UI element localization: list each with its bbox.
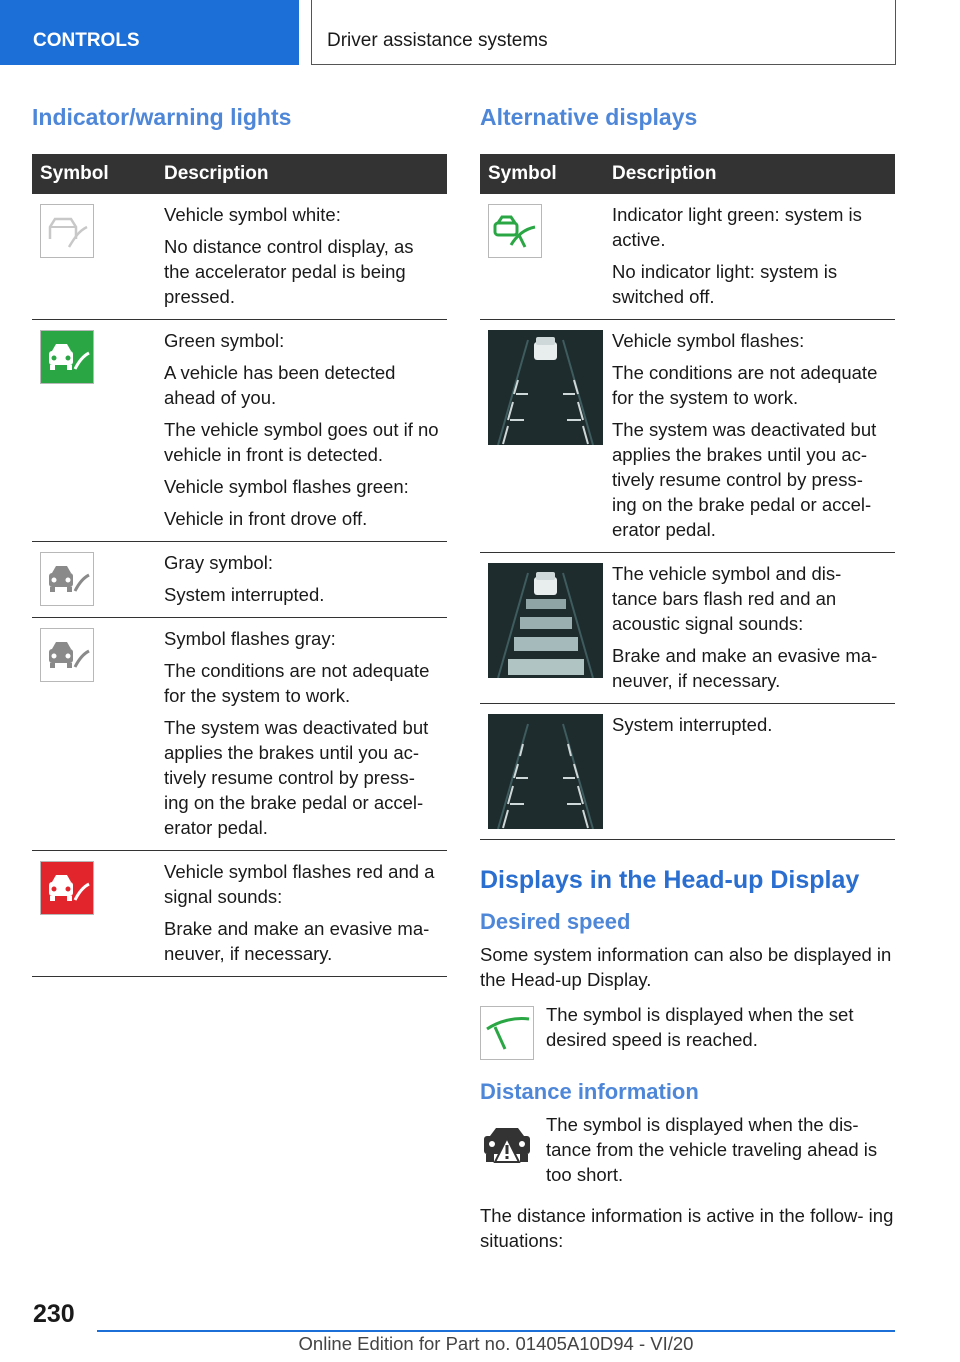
distance-info-heading: Distance information [480, 1079, 699, 1104]
vehicle-gray-icon [40, 628, 94, 682]
table-row [32, 320, 447, 542]
vehicle-outline-icon [40, 204, 94, 258]
hud-heading: Displays in the Head-up Display [480, 866, 860, 894]
road-empty-icon [488, 714, 603, 829]
desired-speed-intro: Some system information can also be displayed in the Head-up Display. [480, 944, 892, 990]
table-header [480, 154, 895, 194]
table-row [480, 704, 895, 840]
row-text: Indicator light green: system is active. [612, 204, 862, 250]
table-row [32, 542, 447, 618]
row-text: Brake and make an evasive ma‐ neuver, if necessary. [164, 918, 430, 964]
desired-speed-text: The symbol is displayed when the set desired speed is reached. [546, 1004, 854, 1050]
left-column [32, 100, 447, 977]
header-chapter-box [311, 0, 896, 65]
table-header [32, 154, 447, 194]
row-text: The conditions are not adequate for the system to work. [164, 660, 430, 706]
row-text: The vehicle symbol and dis‐ tance bars flash red and an acoustic signal sounds: [612, 563, 842, 634]
header-section-tab [0, 0, 299, 65]
alternative-displays-heading: Alternative displays [480, 104, 698, 130]
table-row [480, 320, 895, 553]
vehicle-red-icon [40, 861, 94, 915]
page-number: 230 [33, 1300, 75, 1328]
indicator-lights-heading: Indicator/warning lights [32, 104, 292, 130]
desired-speed-icon [480, 1006, 534, 1060]
right-column [480, 100, 895, 1253]
row-text: Vehicle in front drove off. [164, 508, 368, 529]
row-text: Green symbol: [164, 330, 285, 351]
table-row [480, 553, 895, 704]
row-text: The vehicle symbol goes out if no vehicle in front is detected. [164, 419, 439, 465]
row-text: Brake and make an evasive ma‐ neuver, if necessary. [612, 645, 878, 691]
table-row [32, 851, 447, 977]
row-text: Symbol flashes gray: [164, 628, 336, 649]
alternative-displays-table [480, 154, 895, 840]
header-chapter-label: Driver assistance systems [327, 30, 548, 51]
col-symbol-header: Symbol [480, 154, 604, 194]
table-row [32, 194, 447, 320]
col-description-header: Description [604, 154, 895, 194]
row-text: Vehicle symbol flashes: [612, 330, 805, 351]
desired-speed-heading: Desired speed [480, 909, 631, 934]
row-text: Gray symbol: [164, 552, 273, 573]
footer-edition: Online Edition for Part no. 01405A10D94 - VI/20 [298, 1333, 694, 1354]
vehicle-green-icon [40, 330, 94, 384]
row-text: Vehicle symbol white: [164, 204, 341, 225]
row-text: No distance control display, as the accelerator pedal is being pressed. [164, 236, 414, 307]
vehicle-gray-icon [40, 552, 94, 606]
indicator-lights-table [32, 154, 447, 977]
col-description-header: Description [156, 154, 447, 194]
distance-active-text: The distance information is active in the follow‐ ing situations: [480, 1205, 894, 1251]
row-text: Vehicle symbol flashes green: [164, 476, 409, 497]
road-vehicle-flash-icon [488, 330, 603, 445]
row-text: A vehicle has been detected ahead of you. [164, 362, 396, 408]
distance-warning-icon [480, 1118, 534, 1172]
row-text: The conditions are not adequate for the system to work. [612, 362, 878, 408]
col-symbol-header: Symbol [32, 154, 156, 194]
road-distance-bars-icon [488, 563, 603, 678]
row-text: No indicator light: system is switched off. [612, 261, 838, 307]
row-text: The system was deactivated but applies the brakes until you ac‐ tively resume control by press‐ ing on the brake pedal or accel‐ erator pedal. [612, 419, 877, 540]
distance-info-text: The symbol is displayed when the dis‐ tance from the vehicle traveling ahead is too short. [546, 1114, 878, 1185]
desired-speed-row [480, 1002, 895, 1062]
footer-divider [97, 1330, 895, 1332]
table-row [32, 618, 447, 851]
row-text: Vehicle symbol flashes red and a signal sounds: [164, 861, 435, 907]
row-text: System interrupted. [612, 714, 773, 735]
row-text: The system was deactivated but applies the brakes until you ac‐ tively resume control by press‐ ing on the brake pedal or accel‐ erator pedal. [164, 717, 429, 838]
speed-indicator-green-icon [488, 204, 542, 258]
header-section-label: CONTROLS [33, 30, 140, 51]
distance-info-row [480, 1112, 895, 1187]
table-row [480, 194, 895, 320]
row-text: System interrupted. [164, 584, 325, 605]
